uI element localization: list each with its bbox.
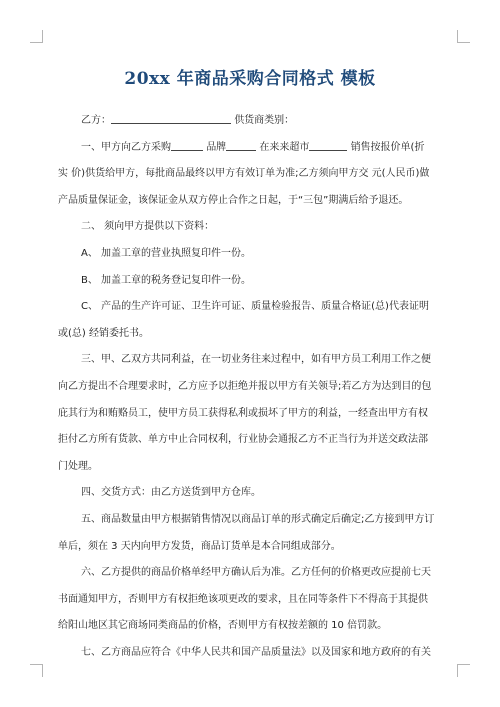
crop-mark-bottom-left xyxy=(30,664,43,677)
party-line xyxy=(58,108,442,135)
clause-5-line-1: 五、商品数量由甲方根据销售情况以商品订单的形式确定后确定;乙方接到甲方订 xyxy=(81,513,435,525)
crop-mark-bottom-right xyxy=(457,664,470,677)
clause-6-line-1: 六、乙方提供的商品价格单经甲方确认后为准。乙方任何的价格更改应提前七天 xyxy=(81,567,431,579)
clause-1-line-3: 产品质量保证金，该保证金从双方停止合作之日起，于“三包”期满后给予退还。 xyxy=(58,194,409,206)
clause-1-text-d: 销售按报价单(折 xyxy=(350,141,425,153)
clause-5-line-2: 单后，须在 3 天内向甲方发货，商品订货单是本合同组成部分。 xyxy=(58,540,341,552)
clause-3-line-3: 庇其行为和贿赂员工，使甲方员工获得私利或损坏了甲方的利益，一经查出甲方有权 xyxy=(58,407,428,419)
blank xyxy=(309,139,347,151)
party-b-blank xyxy=(111,112,231,124)
clause-4: 四、交货方式：由乙方送货到甲方仓库。 xyxy=(81,487,261,499)
clause-6-line-2: 书面通知甲方，否则甲方有权拒绝该项更改的要求，且在同等条件下不得高于其提供 xyxy=(58,593,428,605)
clause-3-line-2: 向乙方提出不合理要求时，乙方应予以拒绝并报以甲方有关领导;若乙方为达到目的包 xyxy=(58,380,432,392)
supplier-type-label: 供货商类别： xyxy=(234,115,295,126)
clause-2: 二、 须向甲方提供以下资料： xyxy=(81,221,215,233)
crop-mark-top-left xyxy=(30,30,43,43)
clause-2-item-a: A、 加盖工章的营业执照复印件一份。 xyxy=(81,247,252,259)
party-b-label: 乙方： xyxy=(81,115,111,126)
clause-7-line-1: 七、乙方商品应符合《中华人民共和国产品质量法》以及国家和地方政府的有关 xyxy=(81,646,431,658)
clause-6-line-3: 给阳山地区其它商场同类商品的价格，否则甲方有权按差额的 10 倍罚款。 xyxy=(58,620,388,632)
clause-3-line-4: 拒付乙方所有货款、单方中止合同权利，行业协会通报乙方不正当行为并送交政法部 xyxy=(58,434,428,446)
blank xyxy=(171,139,203,151)
clause-2-item-c-line-1: C、 产品的生产许可证、卫生许可证、质量检验报告、质量合格证(总)代表证明 xyxy=(81,301,429,313)
clause-1-line-2: 实 价)供货给甲方，每批商品最终以甲方有效订单为准;乙方须向甲方交 元(人民币)做 xyxy=(58,168,430,180)
clause-1-text-a: 一、甲方向乙方采购 xyxy=(81,141,171,153)
crop-mark-top-right xyxy=(457,30,470,43)
clause-2-item-c-line-2: 或(总) 经销委托书。 xyxy=(58,327,149,339)
clause-1-line-1 xyxy=(58,135,442,162)
blank xyxy=(226,139,256,151)
clause-3-line-5: 门处理。 xyxy=(58,460,98,472)
clause-1-text-c: 在来来超市 xyxy=(259,141,310,153)
document-body xyxy=(58,108,442,666)
clause-1-text-b: 品牌 xyxy=(206,141,227,153)
clause-3-line-1: 三、甲、乙双方共同利益，在一切业务往来过程中，如有甲方员工利用工作之便 xyxy=(81,354,431,366)
document-title: 20xx 年商品采购合同格式 模板 xyxy=(124,69,376,89)
clause-2-item-b: B、 加盖工章的税务登记复印件一份。 xyxy=(81,274,252,286)
